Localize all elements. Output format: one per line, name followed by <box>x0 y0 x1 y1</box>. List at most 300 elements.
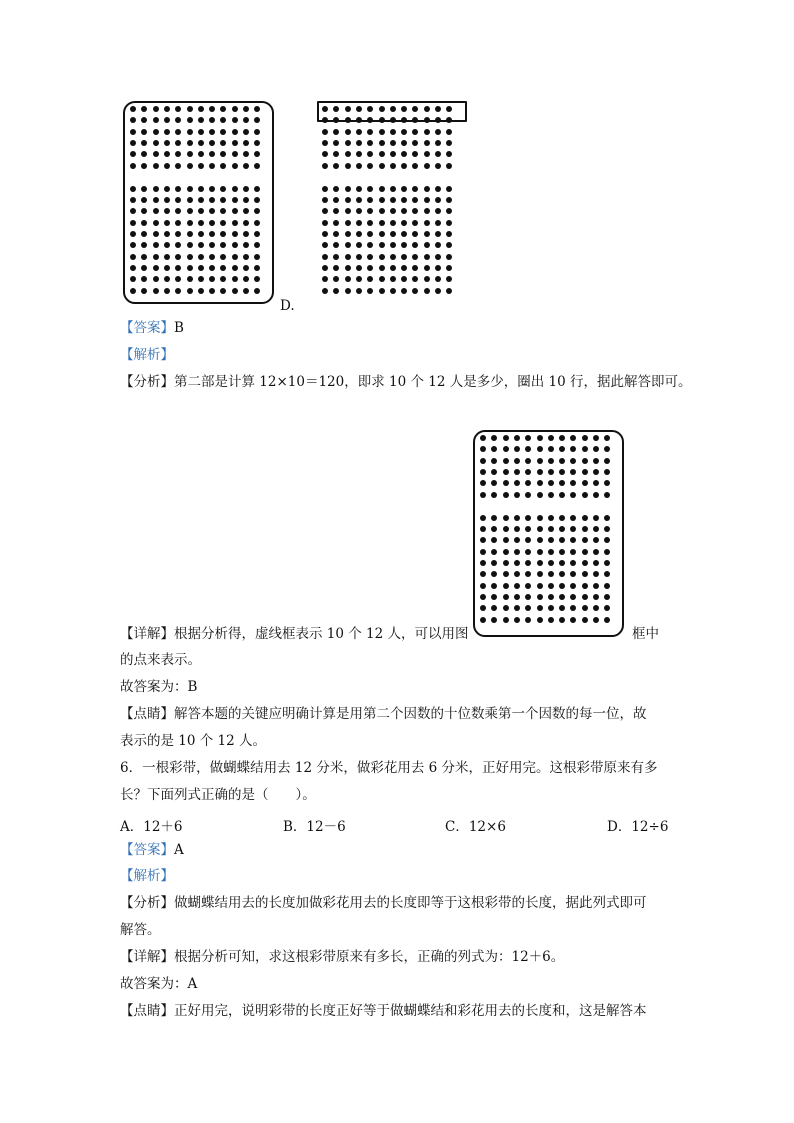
dot <box>412 220 418 226</box>
dot <box>322 163 328 169</box>
q6-xiangjie: 根据分析可知，求这根彩带原来有多长，正确的列式为：12＋6。 <box>174 949 565 965</box>
dot <box>356 265 362 271</box>
dot <box>390 242 396 248</box>
dot <box>503 560 509 566</box>
dot <box>232 117 238 123</box>
dot <box>322 151 328 157</box>
dot <box>322 129 328 135</box>
dot <box>153 265 159 271</box>
dot <box>232 265 238 271</box>
dot <box>379 151 385 157</box>
dot <box>480 435 486 441</box>
dot <box>232 140 238 146</box>
dot <box>435 129 441 135</box>
dot <box>525 617 531 623</box>
dot <box>559 583 565 589</box>
dot <box>187 208 193 214</box>
dot <box>232 276 238 282</box>
dot <box>514 560 520 566</box>
dot <box>141 254 147 260</box>
dot <box>446 288 452 294</box>
q6-fenxi-2: 解答。 <box>120 922 161 938</box>
dot <box>379 186 385 192</box>
dot <box>175 288 181 294</box>
dot <box>153 231 159 237</box>
dot <box>333 197 339 203</box>
dot <box>243 231 249 237</box>
dot <box>390 117 396 123</box>
dot <box>367 117 373 123</box>
dot <box>379 276 385 282</box>
dot <box>254 288 260 294</box>
dot <box>435 288 441 294</box>
dot <box>322 242 328 248</box>
q5-dianjing-1: 解答本题的关键应明确计算是用第二个因数的十位数乘第一个因数的每一位，故 <box>174 706 647 722</box>
dot <box>446 208 452 214</box>
dot <box>503 458 509 464</box>
dot <box>446 129 452 135</box>
dot <box>367 208 373 214</box>
dot <box>446 242 452 248</box>
dot <box>525 515 531 521</box>
dot <box>412 186 418 192</box>
dot <box>401 288 407 294</box>
dot <box>379 254 385 260</box>
dot <box>424 197 430 203</box>
q5-fenxi-line <box>120 372 692 392</box>
dot <box>412 288 418 294</box>
dot <box>503 480 509 486</box>
dot <box>514 435 520 441</box>
dot <box>130 265 136 271</box>
q6-analysis-line <box>120 866 174 886</box>
dot <box>401 265 407 271</box>
dot <box>390 254 396 260</box>
dot <box>401 254 407 260</box>
dot <box>446 140 452 146</box>
dot <box>367 151 373 157</box>
dot <box>356 151 362 157</box>
dot <box>390 288 396 294</box>
dot <box>424 242 430 248</box>
dot <box>232 129 238 135</box>
dot <box>322 106 328 112</box>
dot <box>435 276 441 282</box>
dot <box>548 617 554 623</box>
dot <box>435 117 441 123</box>
dot <box>322 231 328 237</box>
dot <box>412 140 418 146</box>
dot <box>480 458 486 464</box>
dot <box>390 106 396 112</box>
dot <box>254 163 260 169</box>
dot <box>322 140 328 146</box>
dot <box>379 117 385 123</box>
dot <box>345 163 351 169</box>
dot <box>232 288 238 294</box>
q6-fenxi-line <box>120 893 647 913</box>
dot <box>390 220 396 226</box>
dot <box>593 583 599 589</box>
q6-option-a: A．12＋6 <box>120 819 183 835</box>
dot <box>435 186 441 192</box>
dot <box>153 129 159 135</box>
dot <box>187 186 193 192</box>
dot <box>582 605 588 611</box>
dot <box>424 265 430 271</box>
dot <box>435 242 441 248</box>
dot <box>582 594 588 600</box>
q6-dianjing: 正好用完，说明彩带的长度正好等于做蝴蝶结和彩花用去的长度和，这是解答本 <box>174 1003 647 1019</box>
dot <box>367 276 373 282</box>
dot <box>559 617 565 623</box>
dot <box>412 117 418 123</box>
dot <box>333 140 339 146</box>
q6-question-2: 长？下面列式正确的是（ ）。 <box>120 787 316 803</box>
dot <box>525 492 531 498</box>
dot <box>379 129 385 135</box>
dot <box>401 208 407 214</box>
dot <box>356 106 362 112</box>
dot <box>322 186 328 192</box>
dot <box>480 515 486 521</box>
dot <box>379 220 385 226</box>
dot <box>198 265 204 271</box>
dot <box>424 140 430 146</box>
dot <box>333 242 339 248</box>
dot <box>198 254 204 260</box>
dot <box>130 163 136 169</box>
dot <box>537 560 543 566</box>
dot <box>412 151 418 157</box>
dot <box>514 594 520 600</box>
dot <box>153 220 159 226</box>
dot <box>446 265 452 271</box>
q6-xiangjie-line <box>120 947 564 967</box>
dot <box>345 288 351 294</box>
dot <box>412 276 418 282</box>
dot <box>333 163 339 169</box>
dot <box>356 208 362 214</box>
dot <box>582 446 588 452</box>
dot <box>491 458 497 464</box>
dot <box>435 140 441 146</box>
dianjing-tag: 【点睛】 <box>120 706 174 722</box>
dot <box>333 276 339 282</box>
dot <box>559 594 565 600</box>
dot <box>548 480 554 486</box>
dot <box>209 163 215 169</box>
dot <box>491 492 497 498</box>
dot <box>548 526 554 532</box>
dot <box>209 186 215 192</box>
dot <box>322 254 328 260</box>
q5-dianjing-2: 表示的是 10 个 12 人。 <box>120 733 267 749</box>
dot <box>446 186 452 192</box>
dot <box>503 583 509 589</box>
dot <box>153 106 159 112</box>
dot <box>503 617 509 623</box>
dot <box>503 492 509 498</box>
dot <box>232 220 238 226</box>
dot <box>390 186 396 192</box>
dot <box>401 197 407 203</box>
dot <box>220 288 226 294</box>
dot <box>559 515 565 521</box>
dot <box>187 220 193 226</box>
dot <box>593 492 599 498</box>
dot <box>187 163 193 169</box>
q6-conclusion: 故答案为：A <box>120 976 198 992</box>
dot <box>141 163 147 169</box>
dot <box>537 549 543 555</box>
dot <box>491 617 497 623</box>
dot <box>141 129 147 135</box>
dot <box>446 276 452 282</box>
dot <box>356 117 362 123</box>
dot <box>390 140 396 146</box>
dot <box>593 469 599 475</box>
dot <box>209 288 215 294</box>
dot <box>322 208 328 214</box>
dot <box>254 129 260 135</box>
dot <box>187 254 193 260</box>
dot <box>435 208 441 214</box>
dot <box>480 583 486 589</box>
q6-fenxi-1: 做蝴蝶结用去的长度加做彩花用去的长度即等于这根彩带的长度，据此列式即可 <box>174 895 647 911</box>
dot <box>424 254 430 260</box>
dot <box>446 231 452 237</box>
dot <box>164 220 170 226</box>
dot <box>322 197 328 203</box>
dot <box>187 106 193 112</box>
q6-question-1: 6．一根彩带，做蝴蝶结用去 12 分米，做彩花用去 6 分米，正好用完。这根彩带原来有多 <box>120 760 658 776</box>
dot <box>356 288 362 294</box>
dot <box>175 129 181 135</box>
dot <box>424 186 430 192</box>
dot <box>514 617 520 623</box>
dot <box>424 276 430 282</box>
dot <box>424 129 430 135</box>
dot <box>412 163 418 169</box>
dot <box>537 458 543 464</box>
dot <box>367 254 373 260</box>
dot <box>537 435 543 441</box>
dot <box>435 231 441 237</box>
dot <box>424 151 430 157</box>
dot <box>604 492 610 498</box>
dot <box>503 435 509 441</box>
dot <box>514 515 520 521</box>
q5-xiangjie-line <box>120 624 469 644</box>
dot <box>401 242 407 248</box>
dot <box>153 276 159 282</box>
dot <box>593 594 599 600</box>
dot <box>446 197 452 203</box>
dot <box>503 526 509 532</box>
dot <box>379 106 385 112</box>
dot <box>322 276 328 282</box>
dot <box>153 254 159 260</box>
q6-option-b: B．12－6 <box>283 819 346 835</box>
dot <box>322 220 328 226</box>
dot <box>604 458 610 464</box>
dot <box>209 220 215 226</box>
dot <box>254 254 260 260</box>
dot <box>198 129 204 135</box>
dot <box>356 186 362 192</box>
dot <box>379 208 385 214</box>
dot <box>424 163 430 169</box>
dot <box>209 265 215 271</box>
dot <box>559 492 565 498</box>
dot <box>153 288 159 294</box>
dot <box>367 163 373 169</box>
dot <box>503 571 509 577</box>
q6-answer: A <box>174 842 184 858</box>
dot <box>243 106 249 112</box>
dot <box>356 163 362 169</box>
option-d-label: D. <box>280 298 295 314</box>
dot <box>198 140 204 146</box>
dot <box>412 231 418 237</box>
dot <box>130 288 136 294</box>
dot <box>232 254 238 260</box>
dot <box>480 617 486 623</box>
dot <box>322 117 328 123</box>
dot <box>525 549 531 555</box>
dot <box>537 583 543 589</box>
dot <box>141 288 147 294</box>
dot <box>367 197 373 203</box>
dot <box>537 446 543 452</box>
dot <box>153 151 159 157</box>
dot <box>379 163 385 169</box>
dot <box>401 186 407 192</box>
dot <box>435 163 441 169</box>
dot <box>367 140 373 146</box>
dot <box>187 242 193 248</box>
dot <box>130 129 136 135</box>
dot <box>232 242 238 248</box>
dot <box>514 492 520 498</box>
dot <box>537 480 543 486</box>
q5-fenxi: 第二部是计算 12×10＝120，即求 10 个 12 人是多少，圈出 10 行，据此解答即可。 <box>174 374 692 390</box>
dot <box>401 220 407 226</box>
dot <box>390 231 396 237</box>
q5-answer: B <box>174 320 184 336</box>
dot <box>435 220 441 226</box>
fenxi-tag: 【分析】 <box>120 374 174 390</box>
dot <box>593 560 599 566</box>
dot <box>401 117 407 123</box>
dot <box>582 583 588 589</box>
dot <box>209 140 215 146</box>
dot <box>537 526 543 532</box>
dot <box>232 106 238 112</box>
dot <box>593 515 599 521</box>
dot <box>333 117 339 123</box>
dot <box>379 197 385 203</box>
dot <box>175 186 181 192</box>
dot <box>503 549 509 555</box>
dot <box>232 151 238 157</box>
dot <box>379 140 385 146</box>
dot <box>559 458 565 464</box>
dot <box>153 186 159 192</box>
dot <box>198 163 204 169</box>
dot <box>582 492 588 498</box>
dot <box>345 151 351 157</box>
dot <box>480 594 486 600</box>
dot <box>480 560 486 566</box>
dot <box>345 197 351 203</box>
dot <box>503 605 509 611</box>
dot <box>514 469 520 475</box>
dot <box>356 242 362 248</box>
dot <box>480 492 486 498</box>
dot <box>401 163 407 169</box>
dot <box>570 617 576 623</box>
dot <box>537 594 543 600</box>
dot <box>243 254 249 260</box>
dot <box>435 265 441 271</box>
dot <box>130 186 136 192</box>
dot <box>164 106 170 112</box>
dot <box>424 117 430 123</box>
dot <box>379 265 385 271</box>
dot <box>446 220 452 226</box>
analysis-tag: 【解析】 <box>120 868 174 884</box>
dot <box>570 492 576 498</box>
dot <box>187 140 193 146</box>
dot <box>243 265 249 271</box>
dot <box>232 197 238 203</box>
dot <box>345 106 351 112</box>
dot <box>582 469 588 475</box>
dot <box>187 197 193 203</box>
dot <box>412 265 418 271</box>
dot <box>412 208 418 214</box>
dot <box>390 163 396 169</box>
dot <box>175 254 181 260</box>
dot <box>390 129 396 135</box>
dot <box>198 197 204 203</box>
dot <box>548 515 554 521</box>
dot <box>537 605 543 611</box>
dot <box>220 163 226 169</box>
dot <box>412 242 418 248</box>
dot <box>164 163 170 169</box>
dot <box>537 515 543 521</box>
dot <box>390 197 396 203</box>
dot <box>548 560 554 566</box>
dot <box>164 231 170 237</box>
dot <box>559 549 565 555</box>
dot <box>153 163 159 169</box>
dot <box>164 129 170 135</box>
answer-tag: 【答案】 <box>120 320 174 336</box>
dot <box>153 117 159 123</box>
dot <box>187 151 193 157</box>
dot <box>187 265 193 271</box>
dot <box>333 231 339 237</box>
dot <box>514 583 520 589</box>
dot <box>153 197 159 203</box>
dot <box>593 435 599 441</box>
dot <box>582 458 588 464</box>
dot <box>582 560 588 566</box>
